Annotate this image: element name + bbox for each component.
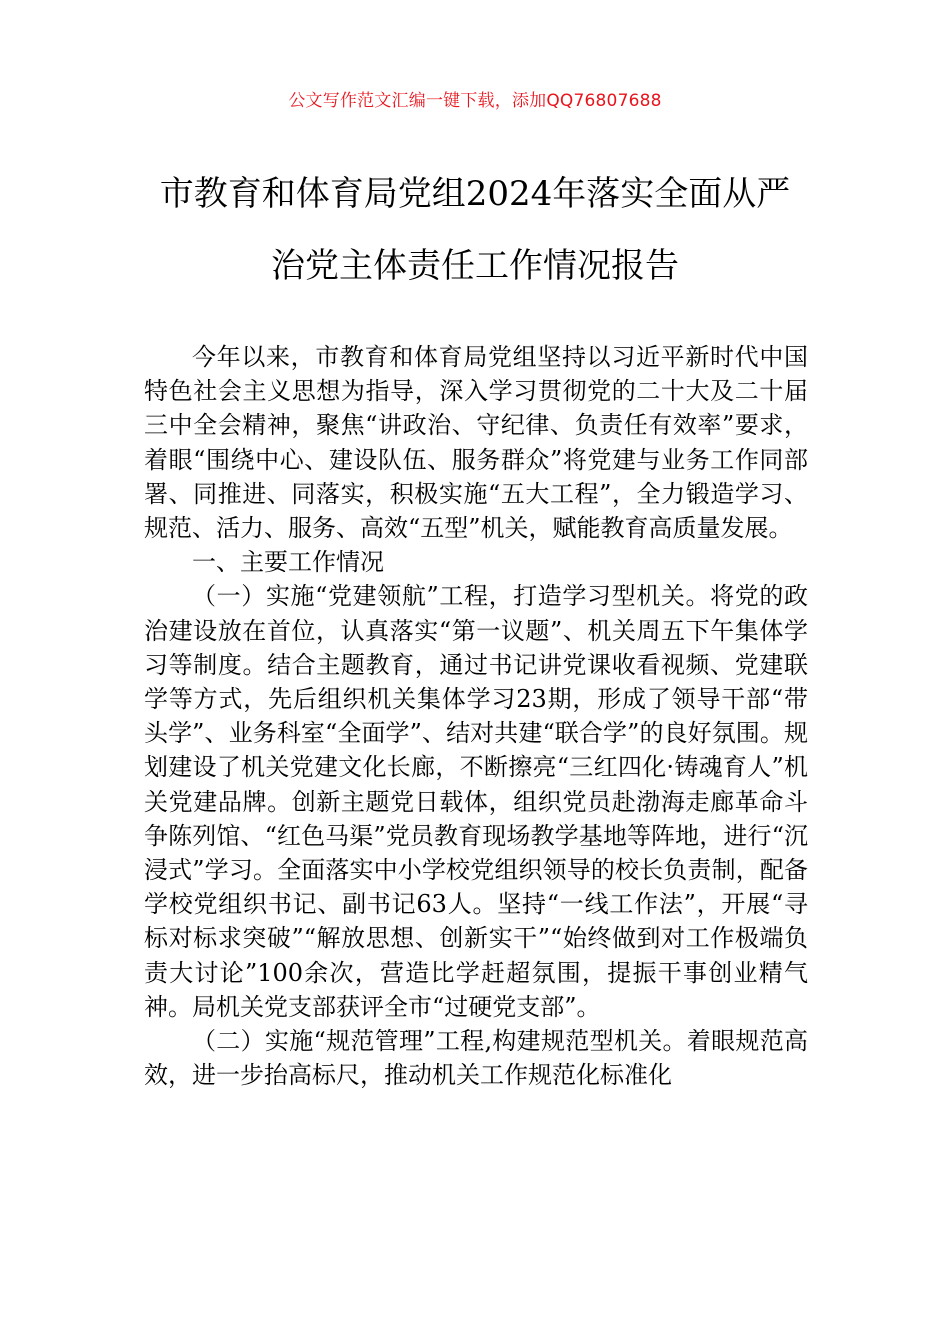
- title-line-2: 治党主体责任工作情况报告: [271, 246, 679, 286]
- download-banner: 公文写作范文汇编一键下载，添加QQ76807688: [288, 91, 662, 111]
- body-paragraph: （一）实施“党建领航”工程，打造学习型机关。将党的政治建设放在首位，认真落实“第一议题”、机关周五下午集体学习等制度。结合主题教育，通过书记讲党课收看视频、党建联学等方式，先后组织机关集体学习23期，形成了领导干部“带头学”、业务科室“全面学”、结对共建“联合学”的良好氛围。规划建设了机关党建文化长廊，不断擦亮“三红四化·铸魂育人”机关党建品牌。创新主题党日载体，组织党员赴渤海走廊革命斗争陈列馆、“红色马渠”党员教育现场教学基地等阵地，进行“沉浸式”学习。全面落实中小学校党组织领导的校长负责制，配备学校党组织书记、副书记63人。坚持“一线工作法”，开展“寻标对标求突破”“解放思想、创新实干”“始终做到对工作极端负责大讨论”100余次，营造比学赶超氛围，提振干事创业精气神。局机关党支部获评全市“过硬党支部”。: [144, 582, 808, 1021]
- section-heading: 一、主要工作情况: [192, 548, 384, 577]
- body-paragraph: （二）实施“规范管理”工程,构建规范型机关。着眼规范高效，进一步抬高标尺，推动机关工作规范化标准化: [144, 1027, 808, 1090]
- intro-paragraph: 今年以来，市教育和体育局党组坚持以习近平新时代中国特色社会主义思想为指导，深入学习贯彻党的二十大及二十届三中全会精神，聚焦“讲政治、守纪律、负责任有效率”要求，着眼“围绕中心、建设队伍、服务群众”将党建与业务工作同部署、同推进、同落实，积极实施“五大工程”，全力锻造学习、规范、活力、服务、高效“五型”机关，赋能教育高质量发展。: [144, 343, 808, 543]
- document-body: [144, 340, 808, 1092]
- title-line-1: 市教育和体育局党组2024年落实全面从严: [159, 174, 791, 214]
- document-title: [0, 158, 950, 302]
